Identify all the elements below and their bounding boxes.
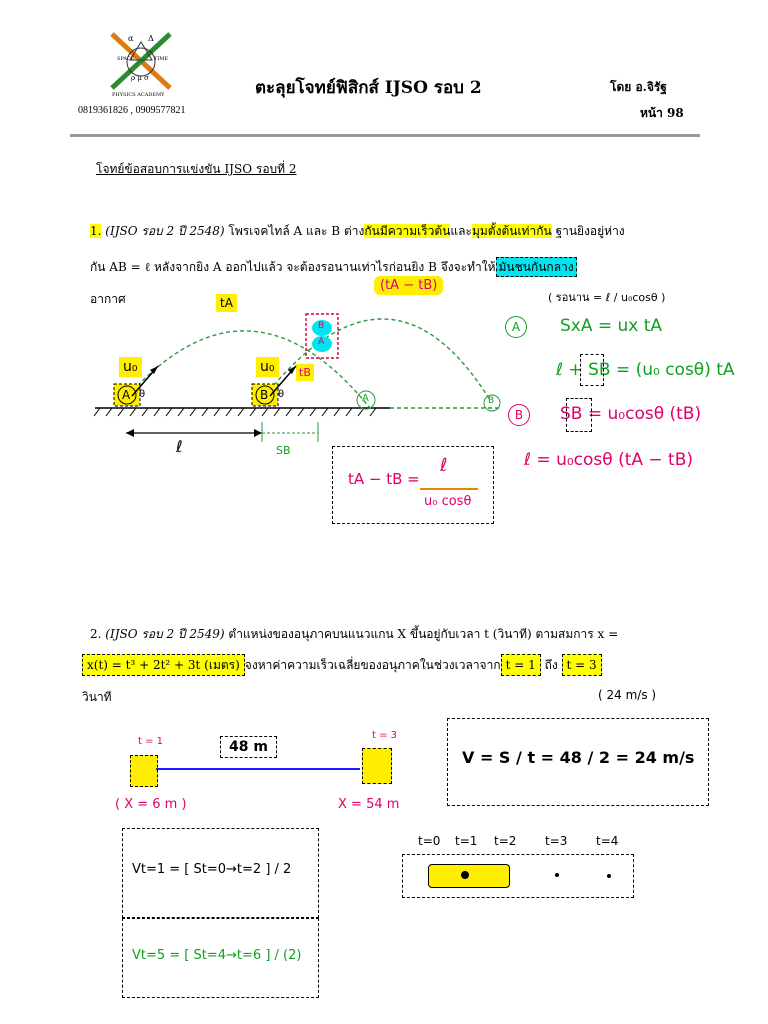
q1-landing-A: A <box>362 393 369 404</box>
q1-collision-A: A <box>318 337 325 347</box>
q1-line1-b: และ <box>450 224 472 238</box>
q2-line2 <box>82 656 602 675</box>
q2-x1-label: ( X = 6 m ) <box>115 797 187 812</box>
header-divider <box>70 134 700 137</box>
q1-SB-box-1 <box>580 354 604 386</box>
q1-work-B-letter: B <box>514 408 524 422</box>
q1-result-lhs: tA − tB = <box>348 470 420 488</box>
q2-number: 2. <box>90 627 102 641</box>
q1-number: 1. <box>90 224 102 238</box>
q1-work-eq-A: SxA = ux tA <box>560 316 663 336</box>
q2-source: (IJSO รอบ 2 ปี 2549) <box>105 627 225 641</box>
q1-landing-B: B <box>488 396 495 406</box>
q1-line2-a: กัน AB = ℓ หลังจากยิง A ออกไปแล้ว จะต้องรอนานเท่าไรก่อนยิง B จึงจะทำให้ <box>90 260 496 274</box>
q2-line1-text: ตำแหน่งของอนุภาคบนแนวแกน X ขึ้นอยู่กับเวลา t (วินาที) ตามสมการ x = <box>228 627 619 641</box>
logo-text-delta: Δ <box>148 34 154 43</box>
q2-line3: วินาที <box>82 690 112 704</box>
q1-line1 <box>90 222 625 241</box>
q1-label-tA: tA <box>216 294 237 312</box>
q2-between: ถึง <box>544 658 558 672</box>
q1-theta-B: θ <box>278 389 285 400</box>
q1-result-numerator: ℓ <box>440 455 448 476</box>
q2-timeline-t4: t=4 <box>596 834 619 848</box>
q2-timeline-t2: t=2 <box>494 834 517 848</box>
logo-text-academy: PHYSICS ACADEMY <box>112 92 165 98</box>
q2-t3-label: t = 3 <box>372 730 398 741</box>
q1-work-A-letter: A <box>511 320 521 334</box>
page-number: หน้า 98 <box>640 106 684 120</box>
q2-timeline-t3: t=3 <box>545 834 568 848</box>
q1-label-tA-minus-tB: (tA − tB) <box>374 276 443 295</box>
q1-highlight-angle: มุมตั้งต้นเท่ากัน <box>471 224 552 238</box>
q2-timeline-dot-3 <box>555 873 559 877</box>
q2-distance-line <box>156 768 360 770</box>
q1-highlight-speed: กันมีความเร็วต้น <box>364 224 451 238</box>
logo-text-time: TIME <box>154 56 169 62</box>
q2-v5-equation: Vt=5 = [ St=4→t=6 ] / (2) <box>132 948 302 963</box>
q1-ell-label: ℓ <box>176 437 183 456</box>
q1-result-fraction-bar <box>420 488 478 490</box>
q2-point-t3 <box>362 748 392 784</box>
q1-label-B: B <box>260 388 269 402</box>
q2-t1-label: t = 1 <box>138 736 164 747</box>
q2-x2-label: X = 54 m <box>338 797 400 812</box>
q1-line1-c: ฐานยิงอยู่ห่าง <box>551 224 625 238</box>
q2-timeline-t0: t=0 <box>418 834 441 848</box>
q2-point-t1 <box>130 755 158 787</box>
q1-work-circle-B <box>508 404 530 426</box>
q1-line1-a: โพรเจคไทล์ A และ B ต่าง <box>228 224 365 238</box>
q2-distance-label: 48 m <box>220 736 277 758</box>
phone-numbers: 0819361826 , 0909577821 <box>78 105 186 116</box>
q2-timeline-t1: t=1 <box>455 834 478 848</box>
q1-answer-note: ( รอนาน = ℓ / u₀cosθ ) <box>548 291 666 304</box>
q2-timeline-dot-4 <box>607 874 611 878</box>
q2-t3: t = 3 <box>562 654 602 676</box>
q1-work-circle-A <box>505 316 527 338</box>
document-title: ตะลุยโจทย์ฟิสิกส์ IJSO รอบ 2 <box>255 78 482 98</box>
q1-SB-label: SB <box>276 444 291 457</box>
q1-work-eq-4: ℓ = u₀cosθ (tA − tB) <box>524 450 694 470</box>
q2-t1: t = 1 <box>501 654 541 676</box>
q1-SB-box-2 <box>566 398 592 432</box>
q2-timeline-dot-1 <box>461 871 469 879</box>
q1-result-denominator: u₀ cosθ <box>424 494 472 509</box>
q1-source: (IJSO รอบ 2 ปี 2548) <box>105 224 225 238</box>
q1-label-tB: tB <box>296 364 314 381</box>
q1-highlight-collide: มันชนกันกลาง <box>496 257 577 277</box>
logo-text-greek: ρ μ σ <box>131 74 149 82</box>
q1-label-u0-B: u₀ <box>256 357 279 377</box>
logo-text-alpha: α <box>128 34 134 43</box>
logo-text-space: SPACE <box>117 56 135 62</box>
q2-answer-note: ( 24 m/s ) <box>598 688 657 702</box>
q2-line1 <box>90 625 618 644</box>
q1-line3: อากาศ <box>90 292 126 306</box>
q1-projectile-diagram <box>90 300 510 470</box>
q1-theta-A: θ <box>139 389 146 400</box>
section-title: โจทย์ข้อสอบการแข่งขัน IJSO รอบที่ 2 <box>96 162 297 176</box>
q1-label-A: A <box>122 388 131 402</box>
q1-work-eq-B: SB = u₀cosθ (tB) <box>560 404 702 424</box>
q1-work-eq-2: ℓ + SB = (u₀ cosθ) tA <box>556 360 735 380</box>
author: โดย อ.จิรัฐ <box>610 80 667 94</box>
q2-line2-mid: จงหาค่าความเร็วเฉลี่ยของอนุภาคในช่วงเวลาจาก <box>244 658 501 672</box>
q2-v1-equation: Vt=1 = [ St=0→t=2 ] / 2 <box>132 862 292 877</box>
q1-label-u0-A: u₀ <box>119 357 142 377</box>
q2-velocity-equation: V = S / t = 48 / 2 = 24 m/s <box>462 748 695 767</box>
q1-collision-B: B <box>318 321 325 331</box>
q2-equation: x(t) = t³ + 2t² + 3t (เมตร) <box>82 654 245 676</box>
q1-line2 <box>90 258 577 277</box>
q2-timeline-highlight <box>428 864 510 888</box>
